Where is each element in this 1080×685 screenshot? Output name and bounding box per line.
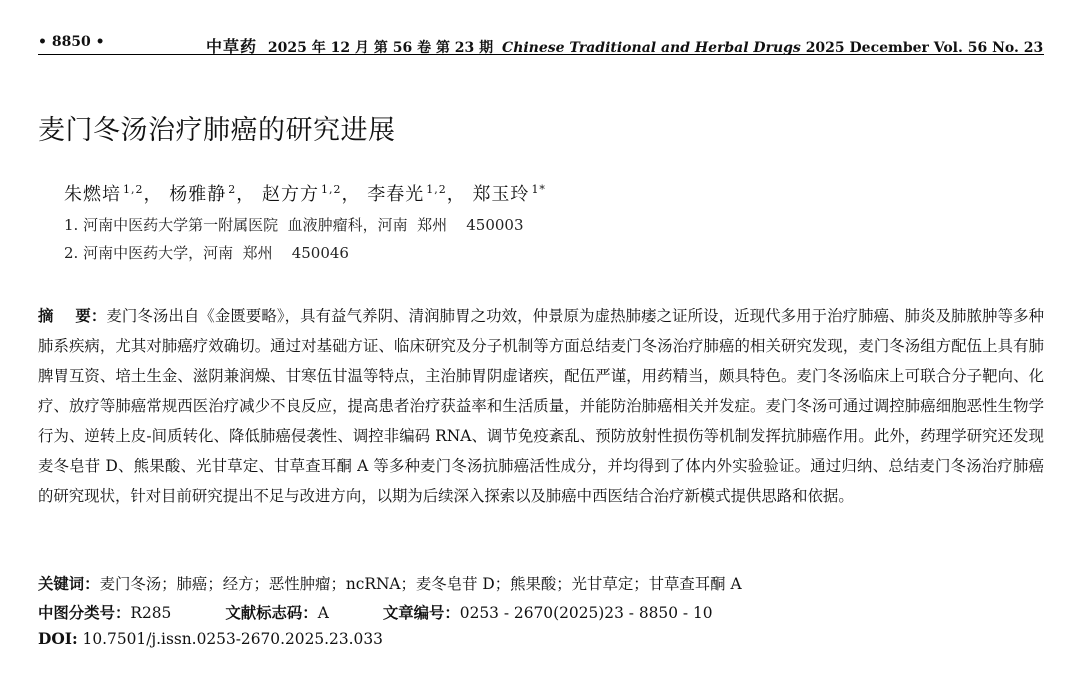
clc-label: 中图分类号： xyxy=(38,604,131,622)
doi-label: DOI: xyxy=(38,630,78,648)
doc-code-label: 文献标志码： xyxy=(225,604,318,622)
article-number-value: 0253 - 2670(2025)23 - 8850 - 10 xyxy=(459,604,713,622)
doc-code-value: A xyxy=(317,604,329,622)
clc-value: R285 xyxy=(130,604,172,622)
article-number-label: 文章编号： xyxy=(382,604,460,622)
running-header xyxy=(38,30,1044,55)
journal-name-cn: 中草药 xyxy=(206,37,258,56)
abstract-text: 麦门冬汤出自《金匮要略》，具有益气养阴、清润肺胃之功效，仲景原为虚热肺痿之证所设，近现代多用于治疗肺癌、肺炎及肺脓肿等多种肺系疾病，尤其对肺癌疗效确切。通过对基础方证、临床研究及分子机制等方面总结麦门冬汤治疗肺癌的相关研究发现，麦门冬汤组方配伍上具有肺脾胃互资、培土生金、滋阴兼润燥、甘寒伍甘温等特点，主治肺胃阴虚诸疾，配伍严谨，用药精当，颇具特色。麦门冬汤临床上可联合分子靶向、化疗、放疗等肺癌常规西医治疗减少不良反应，提高患者治疗获益率和生活质量，并能防治肺癌相关并发症。麦门冬汤可通过调控肺癌细胞恶性生物学行为、逆转上皮-间质转化、降低肺癌侵袭性、调控非编码 RNA、调节免疫紊乱、预防放射性损伤等机制发挥抗肺癌作用。此外，药理学研究还发现麦冬皂苷 D、熊果酸、光甘草定、甘草查耳酮 A 等多种麦门冬汤抗肺癌活性成分，并均得到了体内外实验验证。通过归纳、总结麦门冬汤治疗肺癌的研究现状，针对目前研究提出不足与改进方向，以期为后续深入探索以及肺癌中西医结合治疗新模式提供思路和依据。 xyxy=(38,307,1044,505)
author: 郑玉玲 $^{1*}$ xyxy=(472,183,546,205)
issue-cn: 2025 年 12 月 第 56 卷 第 23 期 xyxy=(267,40,494,56)
journal-citation xyxy=(206,34,1043,57)
author-list xyxy=(64,180,546,206)
author: 朱燃培 $^{1,2}$， xyxy=(64,183,163,205)
issue-en: 2025 December Vol. 56 No. 23 xyxy=(805,40,1044,56)
keywords-text: 麦门冬汤；肺癌；经方；恶性肿瘤；ncRNA；麦冬皂苷 D；熊果酸；光甘草定；甘草查耳酮 A xyxy=(99,575,742,593)
author: 李春光 $^{1,2}$， xyxy=(367,183,466,205)
affiliation: 2. 河南中医药大学，河南 郑州 450046 xyxy=(64,244,349,262)
article-title: 麦门冬汤治疗肺癌的研究进展 xyxy=(38,115,396,146)
author: 杨雅静 $^2$， xyxy=(169,183,256,205)
doi-line xyxy=(38,630,383,648)
keywords-label: 关键词： xyxy=(38,575,100,593)
author: 赵方方 $^{1,2}$， xyxy=(261,183,361,205)
doi-value[interactable]: 10.7501/j.issn.0253-2670.2025.23.033 xyxy=(82,630,383,648)
page-number: • 8850 • xyxy=(38,34,105,50)
abstract xyxy=(38,301,1044,511)
classification-line xyxy=(38,601,713,623)
keywords xyxy=(38,572,742,594)
journal-name-en: Chinese Traditional and Herbal Drugs xyxy=(502,40,801,56)
affiliation: 1. 河南中医药大学第一附属医院 血液肿瘤科，河南 郑州 450003 xyxy=(64,216,524,234)
abstract-label: 摘 要： xyxy=(38,307,107,325)
